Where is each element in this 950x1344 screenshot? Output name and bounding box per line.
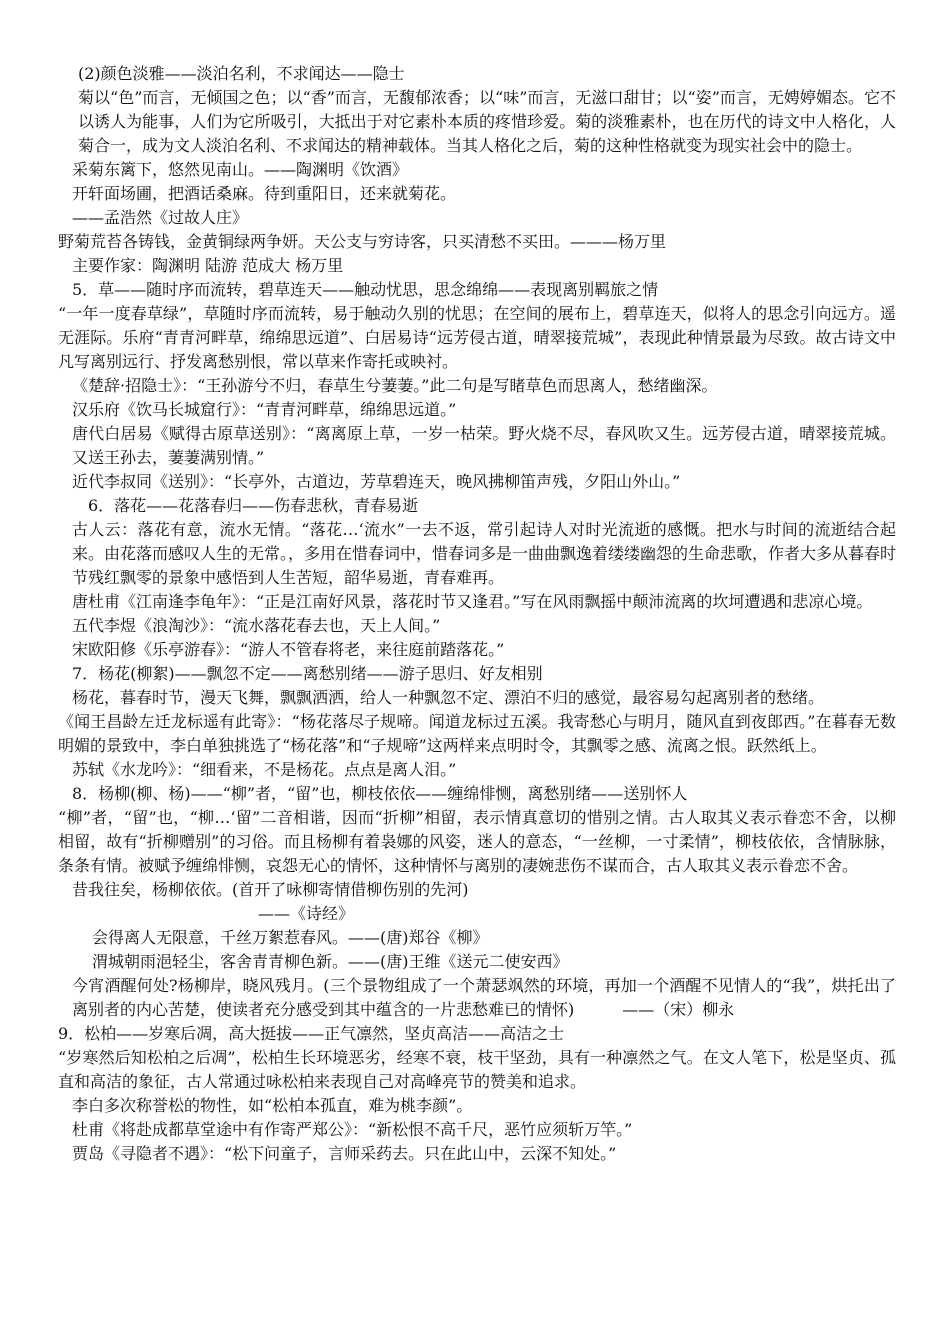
paragraph-willow-catkin: 杨花，暮春时节，漫天飞舞，飘飘洒洒，给人一种飘忽不定、漂泊不归的感觉，最容易勾起离别者的愁绪。 xyxy=(72,688,825,707)
heading-willow-catkin: 7．杨花(柳絮)——飘忽不定——离愁别绪——游子思归、好友相别 xyxy=(72,664,543,683)
paragraph-li-bai-catkin: 《闻王昌龄左迁龙标遥有此寄》：“杨花落尽子规啼。闻道龙标过五溪。我寄愁心与明月，随风直到夜郎西。”在暮春无数明媚的景致中，李白单独挑选了“杨花落”和“子规啼”这两样来点明时令，其飘零之感、流离之恨。跃然纸上。 xyxy=(58,712,896,755)
quote-ouyang-xiu: 宋欧阳修《乐亭游春》：“游人不管春将老，来往庭前踏落花。” xyxy=(72,640,505,659)
quote-han-yuefu: 汉乐府《饮马长城窟行》：“青青河畔草，绵绵思远道。” xyxy=(72,400,457,419)
quote-tao-yuanming: 采菊东篱下，悠然见南山。——陶渊明《饮酒》 xyxy=(72,160,409,179)
quote-meng-haoran-source: ——孟浩然《过故人庄》 xyxy=(72,208,249,227)
quote-li-shutong: 近代李叔同《送别》：“长亭外，古道边，芳草碧连天，晚风拂柳笛声残，夕阳山外山。” xyxy=(72,472,681,491)
subheading-chrysanthemum-color: (2)颜色淡雅——淡泊名利，不求闻达——隐士 xyxy=(78,64,405,83)
paragraph-chrysanthemum: 菊以“色”而言，无倾国之色；以“香”而言，无馥郁浓香；以“味”而言，无滋口甜甘；以“姿”而言，无娉婷媚态。它不以诱人为能事，人们为它所吸引，大抵出于对它素朴本质的疼惜珍爱。菊的淡雅素朴，也在历代的诗文中人格化，人菊合一，成为文人淡泊名利、不求闻达的精神载体。当其人格化之后，菊的这种性格就变为现实社会中的隐士。 xyxy=(78,88,896,155)
quote-bai-juyi: 唐代白居易《赋得古原草送别》：“离离原上草，一岁一枯荣。野火烧不尽，春风吹又生。远芳侵古道，晴翠接荒城。又送王孙去，萋萋满别情。” xyxy=(72,424,896,467)
quote-su-shi: 苏轼《水龙吟》：“细看来，不是杨花。点点是离人泪。” xyxy=(72,760,457,779)
paragraph-willow: “柳”者，“留”也，“柳…‘留”二音相谐，因而“折柳”相留，表示情真意切的惜别之情。古人取其义表示眷恋不舍，以柳相留，故有“折柳赠别”的习俗。而且杨柳有着袅娜的风姿，迷人的意态，“一丝柳，一寸柔情”，柳枝依依，含情脉脉，条条有情。被赋予缠绵悱恻，哀怨无心的情怀，这种情怀与离别的凄婉悲伤不谋而合，古人取其义表示眷恋不舍。 xyxy=(58,808,896,875)
paragraph-falling-flowers: 古人云：落花有意，流水无情。“落花…‘流水”一去不返，常引起诗人对时光流逝的感慨。把水与时间的流逝结合起来。由花落而感叹人生的无常。，多用在惜春词中，惜春词多是一曲曲飘逸着缕缕幽怨的生命悲歌，作者大多从暮春时节残红飘零的景象中感悟到人生苦短，韶华易逝，青春难再。 xyxy=(72,520,897,587)
quote-du-fu-pine: 杜甫《将赴成都草堂途中有作寄严郑公》：“新松恨不高千尺，恶竹应须斩万竿。” xyxy=(72,1120,633,1139)
paragraph-pine-cypress: “岁寒然后知松柏之后凋”，松柏生长环境恶劣，经寒不衰，枝干坚劲，具有一种凛然之气。在文人笔下，松是坚贞、孤直和高洁的象征，古人常通过咏松柏来表现自己对高峰亮节的赞美和追求。 xyxy=(58,1048,896,1091)
quote-wang-wei: 渭城朝雨浥轻尘，客舍青青柳色新。——(唐)王维《送元二使安西》 xyxy=(92,952,569,971)
quote-shijing: 昔我往矣，杨柳依依。(首开了咏柳寄情借柳伤别的先河) xyxy=(72,880,469,899)
quote-chuci: 《楚辞·招隐士》：“王孙游兮不归，春草生兮萋萋。”此二句是写睹草色而思离人，愁绪幽深。 xyxy=(72,376,718,395)
quote-zheng-gu: 会得离人无限意，千丝万絮惹春风。——(唐)郑谷《柳》 xyxy=(92,928,489,947)
paragraph-grass: “一年一度春草绿”，草随时序而流转，易于触动久别的忧思；在空间的展布上，碧草连天，似将人的思念引向远方。遥无涯际。乐府“青青河畔草，绵绵思远道”、白居易诗“远芳侵古道，晴翠接荒城”，表现此种情景最为尽致。故古诗文中凡写离别远行、抒发离愁别恨，常以草来作寄托或映衬。 xyxy=(58,304,896,371)
heading-pine-cypress: 9．松柏——岁寒后凋，高大挺拔——正气凛然，坚贞高洁——高洁之士 xyxy=(58,1024,565,1043)
quote-shijing-source: ——《诗经》 xyxy=(258,904,355,923)
quote-jia-dao: 贾岛《寻隐者不遇》：“松下问童子，言师采药去。只在此山中，云深不知处。” xyxy=(72,1144,617,1163)
quote-li-bai-pine: 李白多次称誉松的物性，如“松柏本孤直，难为桃李颜”。 xyxy=(72,1096,473,1115)
quote-li-yu: 五代李煜《浪淘沙》：“流水落花春去也，天上人间。” xyxy=(72,616,441,635)
heading-willow: 8．杨柳(柳、杨)——“柳”者，“留”也，柳枝依依——缠绵悱恻，离愁别绪——送别怀人 xyxy=(72,784,688,803)
quote-liu-yong: 今宵酒醒何处?杨柳岸，晓风残月。(三个景物组成了一个萧瑟飒然的环境，再加一个酒醒不见情人的“我”，烘托出了离别者的内心苦楚，使读者充分感受到其中蕴含的一片悲愁难已的情怀) ——（宋）柳永 xyxy=(72,976,896,1019)
quote-meng-haoran-poem: 开轩面场圃，把酒话桑麻。待到重阳日，还来就菊花。 xyxy=(72,184,457,203)
heading-grass: 5．草——随时序而流转，碧草连天——触动忧思，思念绵绵——表现离别羁旅之情 xyxy=(72,280,659,299)
heading-falling-flowers: 6．落花——花落春归——伤春悲秋，青春易逝 xyxy=(88,496,419,515)
quote-du-fu: 唐杜甫《江南逢李龟年》：“正是江南好风景，落花时节又逢君。”写在风雨飘摇中颠沛流离的坎坷遭遇和悲凉心境。 xyxy=(72,592,873,611)
document-page xyxy=(58,62,896,1166)
main-authors: 主要作家：陶渊明 陆游 范成大 杨万里 xyxy=(72,256,344,275)
quote-yang-wanli: 野菊荒苔各铸钱，金黄铜绿两争妍。天公支与穷诗客，只买清愁不买田。———杨万里 xyxy=(58,232,667,251)
